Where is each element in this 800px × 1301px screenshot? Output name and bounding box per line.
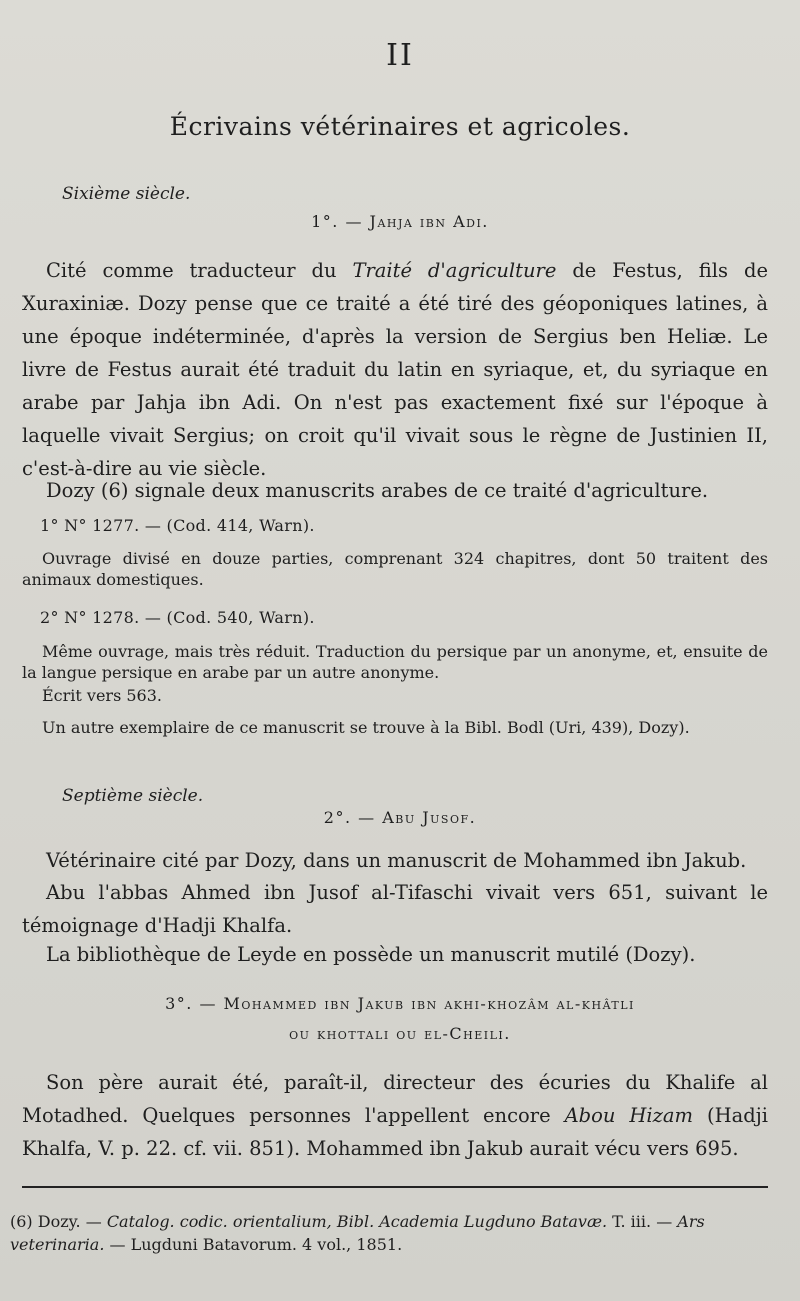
paragraph-jahja-intro bbox=[22, 254, 768, 485]
text-segment: Son père aurait été, paraît-il, directeur des écuries du Khalife al Motadhed. Quelques personnes l'appellent encore bbox=[22, 1071, 768, 1127]
paragraph-mohammed bbox=[22, 1066, 768, 1165]
text-segment: de Festus, fils de Xuraxiniæ. Dozy pense que ce traité a été tiré des géoponiques latines, à une époque indéterminée, d'après la version de Sergius ben Heliæ. Le livre de Festus aurait été traduit du latin en syriaque, et, du syriaque en arabe par Jahja ibn Adi. On n'est pas exactement fixé sur l'époque à laquelle vivait Sergius; on croit qu'il vivait sous le règne de Justinien II, c'est-à-dire au vie siècle. bbox=[22, 259, 768, 480]
section-heading-mohammed-2: ou khottali ou el-Cheili. bbox=[289, 1024, 511, 1043]
footnote bbox=[10, 1210, 768, 1256]
footnote-rule bbox=[22, 1186, 768, 1188]
section-heading-abu-jusof: 2°. — Abu Jusof. bbox=[323, 808, 477, 827]
footnote-italic: Catalog. codic. orientalium, Bibl. Academia Lugduno Batavæ. bbox=[106, 1212, 608, 1231]
footnote-segment: — Lugduni Batavorum. 4 vol., 1851. bbox=[104, 1235, 403, 1254]
section-heading-jahja: 1°. — Jahja ibn Adi. bbox=[311, 212, 489, 231]
paragraph-abu-jusof-1: Vétérinaire cité par Dozy, dans un manuscrit de Mohammed ibn Jakub. bbox=[46, 849, 747, 872]
paragraph-dozy: Dozy (6) signale deux manuscrits arabes de ce traité d'agriculture. bbox=[46, 479, 709, 502]
chapter-title: Écrivains vétérinaires et agricoles. bbox=[169, 112, 631, 141]
manuscript-desc-2: Même ouvrage, mais très réduit. Traduction du persique par un anonyme, et, ensuite de la langue persique en arabe par un autre anonyme. bbox=[22, 642, 768, 682]
section-heading-mohammed-1: 3°. — Mohammed ibn Jakub ibn akhi-khozâm al-khâtli bbox=[165, 994, 635, 1013]
text-segment: (Hadji Khalfa, V. p. 22. cf. vii. 851). Mohammed ibn Jakub aurait vécu vers 695. bbox=[22, 1104, 768, 1160]
footnote-segment: (6) Dozy. — bbox=[10, 1212, 107, 1231]
manuscript-desc-1: Ouvrage divisé en douze parties, comprenant 324 chapitres, dont 50 traitent des animaux domestiques. bbox=[22, 549, 768, 589]
manuscript-ref-2: 2° N° 1278. — (Cod. 540, Warn). bbox=[40, 608, 315, 627]
italic-title: Traité d'agriculture bbox=[352, 259, 557, 282]
footnote-segment: T. iii. — bbox=[607, 1212, 678, 1231]
text-segment: Cité comme traducteur du bbox=[46, 259, 353, 282]
manuscript-other-copy: Un autre exemplaire de ce manuscrit se trouve à la Bibl. Bodl (Uri, 439), Dozy). bbox=[42, 718, 690, 737]
footnote-italic: Ars veterinaria. bbox=[10, 1212, 705, 1254]
century-heading-seventh: Septième siècle. bbox=[62, 786, 204, 806]
manuscript-ref-1: 1° N° 1277. — (Cod. 414, Warn). bbox=[40, 516, 315, 535]
paragraph-abu-jusof-3: La bibliothèque de Leyde en possède un manuscrit mutilé (Dozy). bbox=[46, 943, 696, 966]
paragraph-abu-jusof-2: Abu l'abbas Ahmed ibn Jusof al-Tifaschi vivait vers 651, suivant le témoignage d'Hadji Khalfa. bbox=[22, 881, 768, 937]
manuscript-date: Écrit vers 563. bbox=[42, 686, 162, 705]
italic-name: Abou Hizam bbox=[564, 1104, 694, 1127]
chapter-number: II bbox=[386, 38, 414, 73]
century-heading-sixth: Sixième siècle. bbox=[62, 184, 191, 204]
